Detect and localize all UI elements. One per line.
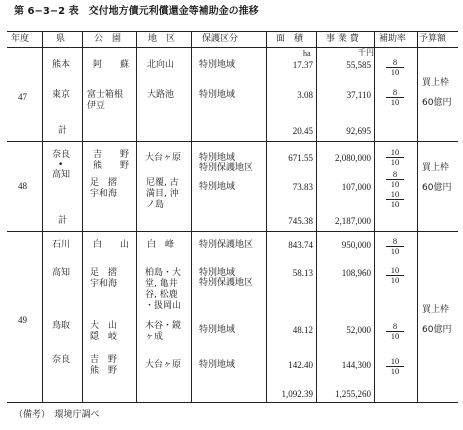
budget-47-label: 買上枠 — [422, 78, 450, 88]
group-47-bottom-rule — [7, 141, 458, 142]
total-cost-47: 92,695 — [346, 126, 371, 136]
area-49-2d: ・扱岡山 — [145, 301, 182, 311]
header-district: 地 区 — [148, 34, 176, 44]
protect-48-1b: 特別保護地区 — [199, 163, 254, 173]
group-48-bottom-rule — [7, 231, 458, 232]
area-oroike: 大路池 — [147, 90, 175, 100]
park-daisen: 大 山 — [90, 321, 118, 331]
cost-49-4: 144,300 — [341, 360, 371, 370]
park-kumano-49: 熊 野 — [90, 366, 118, 376]
col-rule — [374, 31, 375, 402]
rate-49-3: 8 10 — [385, 322, 405, 341]
area-kitamukiyama: 北向山 — [147, 60, 175, 70]
area-48-2c: ノ島 — [146, 200, 165, 210]
col-rule — [266, 31, 267, 402]
rate-49-2: 10 10 — [385, 266, 405, 285]
header-cost: 事 業 費 — [326, 34, 359, 44]
park-uwakai: 宇和海 — [90, 189, 118, 199]
rate-48-2: 10 10 — [385, 190, 405, 209]
pref-kochi-49: 高知 — [52, 268, 71, 278]
rate-49-4: 10 10 — [385, 357, 405, 376]
area-shiramine: 白 峰 — [147, 240, 175, 250]
rate-47-2: 8 10 — [385, 88, 405, 107]
header-area: 面 積 — [276, 34, 304, 44]
pref-nara: 奈良 — [52, 150, 71, 160]
park-aso: 阿 蘇 — [93, 60, 130, 70]
park-izu: 伊豆 — [87, 101, 106, 111]
protect-49-3: 特別地域 — [199, 325, 236, 335]
area-49-3b: ヶ成 — [145, 332, 164, 342]
area-ha-49-1: 843.74 — [288, 240, 313, 250]
park-hakusan: 白 山 — [93, 240, 130, 250]
park-yoshino-49: 吉 野 — [90, 355, 118, 365]
area-49-2c: 谷, 松鹿 — [145, 290, 178, 300]
unit-yen: 千円 — [358, 48, 374, 57]
protect-49-1: 特別保護地区 — [199, 240, 254, 250]
area-odaigahara: 大台ヶ原 — [145, 153, 182, 163]
budget-49-value: 60億円 — [422, 325, 452, 335]
header-budget: 予算額 — [419, 34, 447, 44]
cost-49-1: 950,000 — [341, 240, 371, 250]
table-top-rule — [7, 31, 458, 32]
cost-49-3: 52,000 — [346, 325, 371, 335]
header-park: 公 園 — [94, 34, 122, 44]
area-ha-47-2: 3.08 — [297, 90, 313, 100]
protect-47-2: 特別地域 — [199, 90, 236, 100]
total-label-48: 計 — [58, 216, 68, 226]
pref-ishikawa: 石川 — [52, 240, 71, 250]
col-rule — [136, 31, 137, 402]
year-48: 48 — [18, 181, 27, 191]
park-fujihakone: 富士箱根 — [87, 90, 124, 100]
cost-47-1: 55,585 — [346, 60, 371, 70]
area-ha-48-2: 73.83 — [292, 182, 313, 192]
rate-48-1: 10 10 — [385, 148, 405, 167]
col-rule — [191, 31, 192, 402]
year-49: 49 — [18, 315, 27, 325]
table-bottom-rule — [7, 402, 458, 403]
area-odaigahara-49: 大台ヶ原 — [145, 360, 182, 370]
pref-kumamoto: 熊本 — [52, 60, 71, 70]
area-49-2b: 堂, 亀井 — [145, 279, 178, 289]
area-49-2a: 柏島・大 — [145, 268, 182, 278]
rate-49-1: 8 10 — [385, 237, 405, 256]
total-area-49: 1,092.39 — [281, 389, 313, 399]
budget-49-label: 買上枠 — [422, 305, 450, 315]
park-kumano: 熊 野 — [93, 161, 130, 171]
park-uwakai-49: 宇和海 — [90, 279, 118, 289]
cost-49-2: 108,960 — [341, 268, 371, 278]
rate-48-mid: 8 10 — [385, 170, 405, 189]
budget-48-label: 買上枠 — [422, 163, 450, 173]
park-ashizuri: 足 摺 — [90, 178, 118, 188]
header-rate: 補助率 — [379, 34, 407, 44]
pref-separator-dot: • — [58, 160, 64, 170]
header-bottom-rule — [7, 47, 458, 48]
area-ha-49-4: 142.40 — [288, 360, 313, 370]
protect-48-2: 特別地域 — [199, 182, 236, 192]
pref-tokyo: 東京 — [52, 90, 71, 100]
total-area-48: 745.38 — [288, 216, 313, 226]
pref-nara-49: 奈良 — [52, 355, 71, 365]
cost-47-2: 37,110 — [346, 90, 371, 100]
rate-47-1: 8 10 — [385, 58, 405, 77]
source-note: （備考） 環境庁調べ — [14, 410, 100, 420]
park-yoshino: 吉 野 — [93, 150, 130, 160]
area-ha-47-1: 17.37 — [292, 60, 313, 70]
col-rule — [42, 31, 43, 402]
total-area-47: 20.45 — [292, 126, 313, 136]
col-rule — [82, 31, 83, 402]
area-49-3a: 木谷・鏡 — [145, 321, 182, 331]
budget-48-value: 60億円 — [422, 183, 452, 193]
park-oki: 隠 岐 — [90, 332, 118, 342]
cost-48-1: 2,080,000 — [335, 153, 371, 163]
protect-49-4: 特別地域 — [199, 360, 236, 370]
header-protection: 保護区分 — [202, 34, 239, 44]
area-48-2a: 尼覆, 古 — [146, 178, 179, 188]
area-ha-48-1: 671.55 — [288, 153, 313, 163]
area-ha-49-2: 58.13 — [292, 268, 313, 278]
protect-49-2b: 特別保護地区 — [199, 278, 254, 288]
budget-47-value: 60億円 — [422, 98, 452, 108]
col-rule — [316, 31, 317, 402]
area-ha-49-3: 48.12 — [292, 325, 313, 335]
total-cost-49: 1,255,260 — [335, 389, 371, 399]
header-prefecture: 県 — [56, 34, 66, 44]
col-rule — [417, 31, 418, 402]
total-label-47: 計 — [58, 126, 68, 136]
unit-ha: ha — [303, 49, 311, 58]
area-48-2b: 満目, 沖 — [146, 189, 179, 199]
pref-kochi: 高知 — [52, 170, 71, 180]
pref-tottori: 鳥取 — [52, 321, 71, 331]
total-cost-48: 2,187,000 — [335, 216, 371, 226]
protect-47-1: 特別地域 — [199, 60, 236, 70]
table-title: 第 6−3−2 表 交付地方債元利償還金等補助金の推移 — [14, 6, 259, 17]
header-year: 年度 — [11, 34, 30, 44]
cost-48-2: 107,000 — [341, 182, 371, 192]
protect-49-2a: 特別地域 — [199, 268, 236, 278]
park-ashizuri-49: 足 摺 — [90, 268, 118, 278]
protect-48-1a: 特別地域 — [199, 153, 236, 163]
year-47: 47 — [18, 92, 27, 102]
